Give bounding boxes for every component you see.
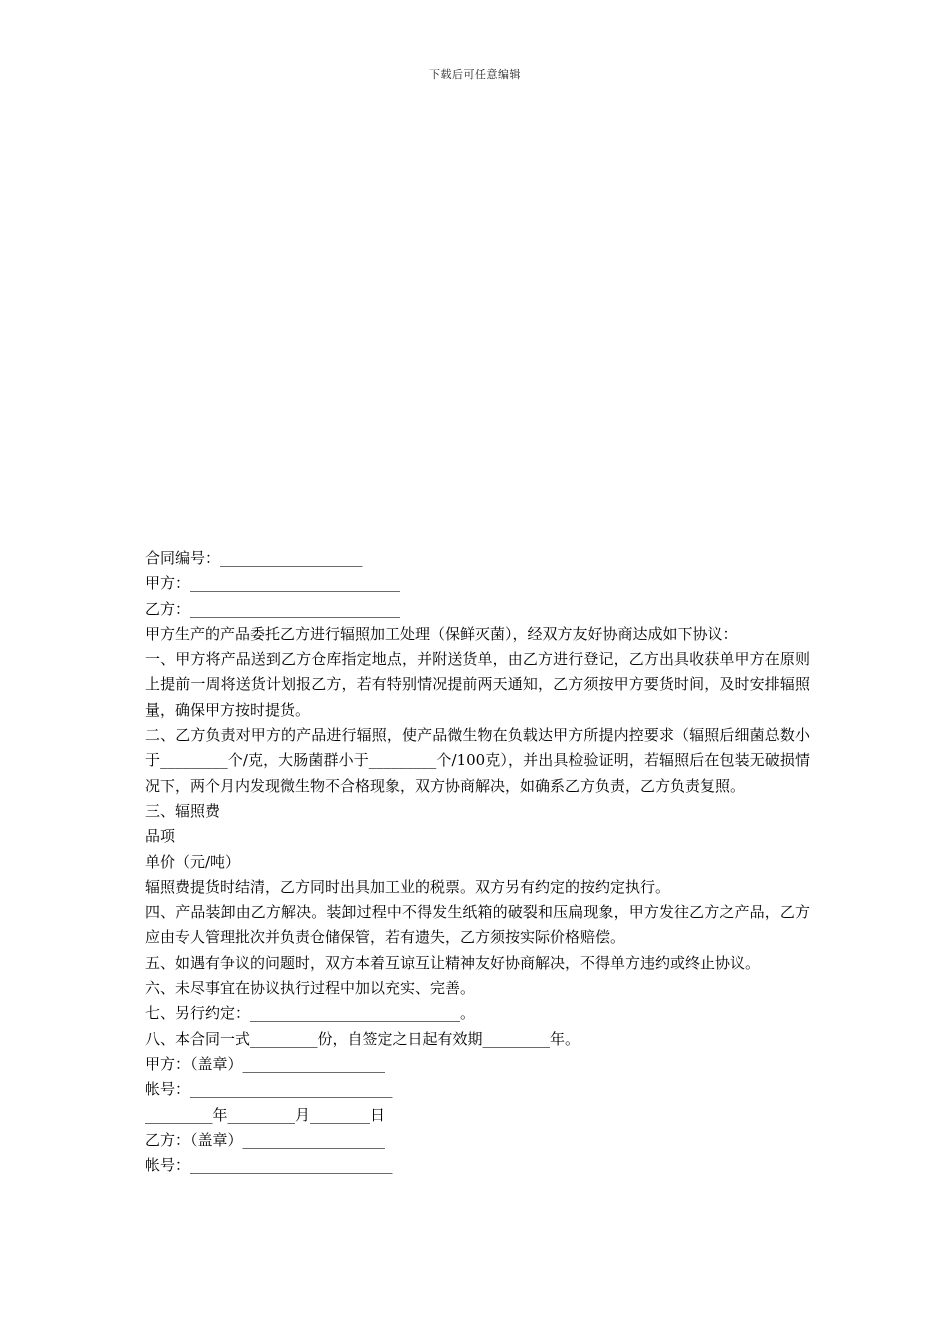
clause-4: 四、产品装卸由乙方解决。装卸过程中不得发生纸箱的破裂和压扁现象，甲方发往乙方之产品，乙方应由专人管理批次并负责仓储保管，若有遗失，乙方须按实际价格赔偿。 bbox=[145, 903, 810, 947]
party-b-signature: 乙方：（盖章）___________________ bbox=[145, 1130, 386, 1149]
intro-paragraph: 甲方生产的产品委托乙方进行辐照加工处理（保鲜灭菌），经双方友好协商达成如下协议： bbox=[145, 624, 738, 643]
clause-3-title: 三、辐照费 bbox=[145, 801, 221, 820]
clause-5: 五、如遇有争议的问题时，双方本着互谅互让精神友好协商解决，不得单方违约或终止协议。 bbox=[145, 953, 761, 972]
party-a-account: 帐号：___________________________ bbox=[145, 1080, 393, 1099]
fee-note: 辐照费提货时结清，乙方同时出具加工业的税票。双方另有约定的按约定执行。 bbox=[145, 877, 671, 896]
header-note: 下载后可任意编辑 bbox=[429, 68, 521, 81]
party-a-line: 甲方：____________________________ bbox=[145, 574, 401, 593]
item-label: 品项 bbox=[145, 827, 176, 846]
party-b-account: 帐号：___________________________ bbox=[145, 1156, 393, 1175]
clause-1: 一、甲方将产品送到乙方仓库指定地点，并附送货单，由乙方进行登记，乙方出具收获单甲方在原则上提前一周将送货计划报乙方，若有特别情况提前两天通知，乙方须按甲方要货时间，及时安排辐照量，确保甲方按时提货。 bbox=[145, 650, 810, 719]
contract-number-line: 合同编号：___________________ bbox=[145, 549, 363, 567]
party-a-signature: 甲方：（盖章）___________________ bbox=[145, 1054, 386, 1073]
party-b-line: 乙方：____________________________ bbox=[145, 599, 401, 618]
clause-6: 六、未尽事宜在协议执行过程中加以充实、完善。 bbox=[145, 979, 476, 998]
clause-2: 二、乙方负责对甲方的产品进行辐照，使产品微生物在负载达甲方所提内控要求（辐照后细菌总数小于_________个/克，大肠菌群小于_________个/100克），并出具检验证明，若辐照后在包装无破损情况下，两个月内发现微生物不合格现象，双方协商解决，如确系乙方负责，乙方负责复照。 bbox=[145, 726, 810, 795]
date-line: _________年_________月________日 bbox=[145, 1105, 386, 1124]
unit-price-label: 单价（元/吨） bbox=[145, 852, 241, 871]
contract-body bbox=[145, 546, 810, 1178]
clause-8: 八、本合同一式_________份，自签定之日起有效期_________年。 bbox=[145, 1029, 581, 1048]
clause-7: 七、另行约定：____________________________。 bbox=[145, 1004, 476, 1023]
